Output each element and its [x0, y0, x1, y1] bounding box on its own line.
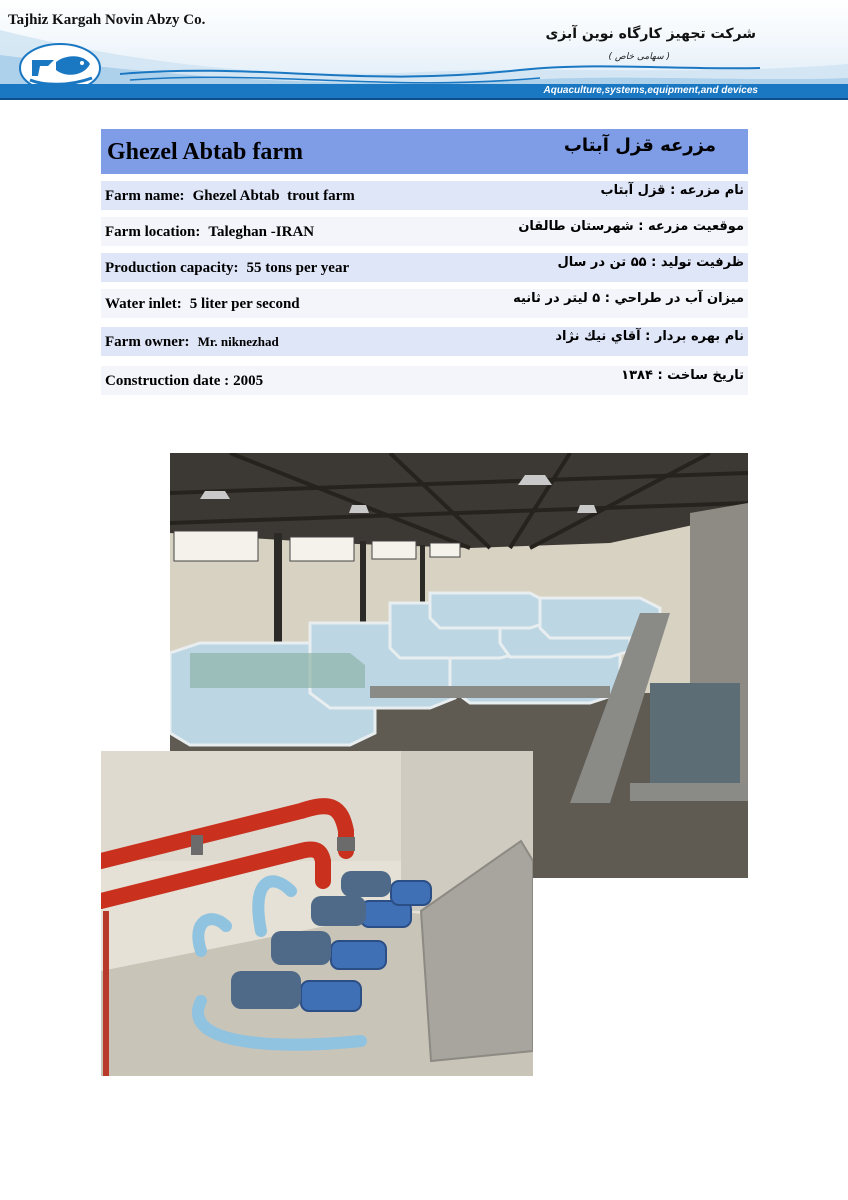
farm-owner-fa: نام بهره بردار : آقاي نيك نژاد	[555, 329, 744, 344]
farm-name-label: Farm name:	[105, 188, 185, 204]
header-divider	[0, 98, 848, 100]
construction-date-value: 2005	[233, 373, 264, 389]
production-capacity-fa: ظرفیت تولید : ۵۵ تن در سال	[557, 255, 744, 270]
water-inlet-label: Water inlet:	[105, 296, 182, 312]
pump-room-photo	[101, 751, 533, 1076]
construction-date-fa: تاریخ ساخت : ۱۳۸۴	[621, 368, 744, 383]
farm-title-fa: مزرعه قزل آبتاب	[563, 135, 716, 156]
water-inlet-value: 5 liter per second	[189, 296, 300, 312]
farm-owner-row	[101, 327, 748, 356]
construction-date-row	[101, 366, 748, 395]
production-capacity-row	[101, 253, 748, 282]
farm-name-value: Ghezel Abtab trout farm	[192, 188, 355, 204]
farm-title-en: Ghezel Abtab farm	[107, 139, 303, 165]
farm-location-label: Farm location:	[105, 224, 201, 240]
farm-name-fa: نام مزرعه : قزل آبتاب	[600, 183, 744, 198]
farm-location-fa: موقعیت مزرعه : شهرستان طالقان	[518, 219, 744, 234]
farm-owner-label: Farm owner:	[105, 334, 190, 350]
company-name-en: Tajhiz Kargah Novin Abzy Co.	[8, 12, 206, 28]
production-capacity-value: 55 tons per year	[246, 260, 350, 276]
farm-name-row	[101, 181, 748, 210]
construction-date-label: Construction date :	[105, 373, 230, 389]
farm-info-table	[101, 129, 748, 395]
farm-owner-value: Mr. niknezhad	[197, 334, 279, 349]
farm-title-bar	[101, 129, 748, 174]
farm-location-value: Taleghan -IRAN	[208, 224, 315, 240]
water-inlet-row	[101, 289, 748, 318]
page-header	[0, 0, 848, 100]
farm-location-row	[101, 217, 748, 246]
company-type-fa: ( سهامی خاص )	[608, 52, 670, 62]
tagline: Aquaculture,systems,equipment,and devices	[543, 85, 758, 96]
water-inlet-fa: ميزان آب در طراحي : ۵ ليتر در ثانيه	[513, 291, 744, 306]
production-capacity-label: Production capacity:	[105, 260, 239, 276]
pump-room-photo-icon	[101, 751, 533, 1076]
company-name-fa: شرکت تجهیز کارگاه نوین آبزی	[545, 26, 756, 42]
